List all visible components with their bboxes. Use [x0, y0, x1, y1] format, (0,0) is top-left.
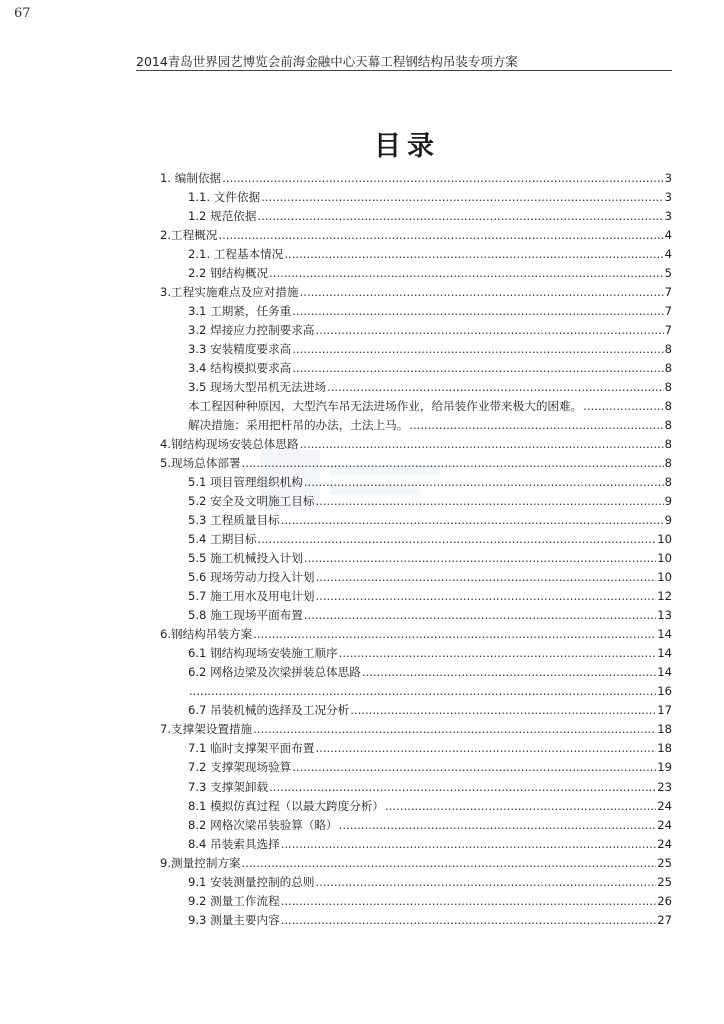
- toc-leader-dots: [189, 682, 656, 701]
- toc-entry-title: 9.测量控制方案: [160, 855, 241, 870]
- toc-entry-title: 5.2 安全及文明施工目标: [188, 494, 315, 509]
- toc-page-number: 27: [657, 912, 672, 927]
- toc-entry-title: 9.1 安装测量控制的总则: [188, 874, 315, 889]
- toc-page-number: 10: [657, 551, 672, 566]
- toc-page-number: 4: [664, 228, 672, 243]
- toc-entry-title: 6.1 钢结构现场安装施工顺序: [188, 646, 338, 661]
- toc-entry[interactable]: [160, 663, 672, 682]
- toc-page-number: 26: [657, 893, 672, 908]
- toc-entry-title: 3.5 现场大型吊机无法进场: [188, 380, 327, 395]
- page-number: 67: [14, 6, 31, 21]
- toc-title: 目录: [374, 131, 440, 162]
- toc-page-number: 8: [664, 399, 672, 414]
- toc-page-number: 8: [664, 437, 672, 452]
- toc-leader-dots: [281, 511, 664, 530]
- toc-page-number: 12: [657, 589, 672, 604]
- header-divider: [136, 70, 672, 71]
- toc-leader-dots: [583, 397, 663, 416]
- toc-leader-dots: [281, 835, 657, 854]
- toc-entry[interactable]: [160, 587, 672, 606]
- toc-leader-dots: [218, 226, 663, 245]
- toc-entry-title: 5.5 施工机械投入计划: [188, 551, 303, 566]
- toc-entry-title: 9.2 测量工作流程: [188, 893, 280, 908]
- toc-leader-dots: [292, 340, 663, 359]
- toc-entry[interactable]: [160, 758, 672, 777]
- toc-entry[interactable]: [160, 892, 672, 911]
- document-header: 2014青岛世界园艺博览会前海金融中心天幕工程钢结构吊装专项方案: [136, 54, 518, 69]
- toc-entry[interactable]: [160, 720, 672, 739]
- toc-leader-dots: [350, 701, 656, 720]
- toc-entry-title: 7.1 临时支撑架平面布置: [188, 741, 315, 756]
- toc-page-number: 7: [664, 323, 672, 338]
- toc-entry[interactable]: [160, 359, 672, 378]
- toc-entry[interactable]: [160, 283, 672, 302]
- toc-entry[interactable]: [160, 549, 672, 568]
- toc-page-number: 14: [657, 627, 672, 642]
- toc-entry-title: 2.工程概况: [160, 228, 218, 243]
- toc-page-number: 25: [657, 874, 672, 889]
- toc-entry-title: 3.3 安装精度要求高: [188, 342, 292, 357]
- toc-page-number: 23: [657, 779, 672, 794]
- toc-entry-title: 6.钢结构吊装方案: [160, 627, 253, 642]
- toc-entry-title: 5.3 工程质量目标: [188, 513, 280, 528]
- toc-entry[interactable]: [160, 911, 672, 930]
- toc-entry-title: 5.8 施工现场平面布置: [188, 608, 303, 623]
- toc-entry[interactable]: [160, 378, 672, 397]
- toc-leader-dots: [304, 606, 656, 625]
- toc-entry-title: 5.6 现场劳动力投入计划: [188, 570, 315, 585]
- toc-page-number: 24: [657, 817, 672, 832]
- toc-page-number: 8: [664, 475, 672, 490]
- toc-page-number: 8: [664, 342, 672, 357]
- toc-page-number: 5: [664, 266, 672, 281]
- toc-page-number: 8: [664, 418, 672, 433]
- toc-entry[interactable]: [160, 264, 672, 283]
- toc-page-number: 8: [664, 361, 672, 376]
- toc-entry-title: 1.1. 文件依据: [188, 190, 261, 205]
- toc-entry[interactable]: [160, 778, 672, 797]
- toc-entry[interactable]: [160, 682, 672, 701]
- toc-leader-dots: [300, 283, 664, 302]
- toc-entry[interactable]: [160, 207, 672, 226]
- toc-entry-title: 1. 编制依据: [160, 171, 222, 185]
- toc-entry[interactable]: [160, 492, 672, 511]
- toc-page-number: 7: [664, 285, 672, 300]
- toc-leader-dots: [385, 797, 656, 816]
- toc-page-number: 17: [657, 703, 672, 718]
- toc-leader-dots: [339, 644, 657, 663]
- toc-leader-dots: [258, 207, 664, 226]
- toc-entry-title: 2.2 钢结构概况: [188, 266, 269, 281]
- toc-entry-title: 8.4 吊装索具选择: [188, 836, 280, 851]
- toc-entry-title: 5.1 项目管理组织机构: [188, 475, 303, 490]
- toc-entry-title: 8.1 模拟仿真过程（以最大跨度分析）: [188, 798, 385, 813]
- toc-leader-dots: [327, 378, 664, 397]
- toc-entry-title: 3.4 结构模拟要求高: [188, 361, 292, 376]
- toc-entry[interactable]: [160, 473, 672, 492]
- toc-leader-dots: [409, 416, 663, 435]
- toc-leader-dots: [362, 663, 656, 682]
- toc-leader-dots: [292, 359, 663, 378]
- toc-entry[interactable]: [160, 454, 672, 473]
- toc-entry-title: 4.钢结构现场安装总体思路: [160, 437, 299, 452]
- toc-entry[interactable]: [160, 340, 672, 359]
- toc-leader-dots: [315, 321, 663, 340]
- toc-entry[interactable]: [160, 416, 672, 435]
- toc-page-number: 24: [657, 836, 672, 851]
- toc-page-number: 9: [664, 494, 672, 509]
- toc-page-number: 16: [657, 684, 672, 699]
- toc-entry[interactable]: [160, 302, 672, 321]
- toc-entry-title: 2.1. 工程基本情况: [188, 247, 284, 262]
- toc-page-number: 3: [664, 209, 672, 224]
- toc-entry[interactable]: [160, 701, 672, 720]
- toc-entry-title: 7.2 支撑架现场验算: [188, 760, 292, 775]
- toc-page-number: 7: [664, 304, 672, 319]
- toc-page-number: 25: [657, 855, 672, 870]
- toc-page-number: 14: [657, 646, 672, 661]
- toc-entry-title: 7.3 支撑架卸载: [188, 779, 269, 794]
- toc-leader-dots: [315, 492, 663, 511]
- toc-entry[interactable]: [160, 816, 672, 835]
- toc-leader-dots: [242, 854, 657, 873]
- toc-leader-dots: [258, 530, 657, 549]
- toc-entry-title: 5.现场总体部署: [160, 456, 241, 471]
- toc-leader-dots: [269, 778, 656, 797]
- toc-entry-title: 7.支撑架设置措施: [160, 722, 253, 737]
- toc-leader-dots: [222, 169, 663, 188]
- toc-leader-dots: [253, 720, 656, 739]
- toc-entry[interactable]: [160, 606, 672, 625]
- toc-leader-dots: [253, 625, 656, 644]
- toc-page-number: 9: [664, 513, 672, 528]
- toc-entry[interactable]: [160, 511, 672, 530]
- toc-leader-dots: [339, 816, 657, 835]
- toc-page-number: 19: [657, 760, 672, 775]
- toc-entry-title: 解决措施：采用把杆吊的办法，土法上马。: [188, 418, 409, 433]
- toc-entry[interactable]: [160, 568, 672, 587]
- toc-page-number: 3: [664, 190, 672, 205]
- toc-entry[interactable]: [160, 835, 672, 854]
- toc-leader-dots: [304, 549, 656, 568]
- toc-page-number: 8: [664, 456, 672, 471]
- toc-entry[interactable]: [160, 397, 672, 416]
- toc-leader-dots: [315, 568, 656, 587]
- toc-entry[interactable]: [160, 169, 672, 188]
- toc-leader-dots: [242, 454, 664, 473]
- toc-entry-title: 3.2 焊接应力控制要求高: [188, 323, 315, 338]
- toc-entry[interactable]: [160, 797, 672, 816]
- toc-entry[interactable]: [160, 321, 672, 340]
- toc-leader-dots: [300, 435, 664, 454]
- toc-page-number: 24: [657, 798, 672, 813]
- toc-entry[interactable]: [160, 739, 672, 758]
- toc-page-number: 8: [664, 380, 672, 395]
- toc-leader-dots: [269, 264, 664, 283]
- toc-page-number: 18: [657, 741, 672, 756]
- toc-entry[interactable]: [160, 435, 672, 454]
- toc-page-number: 4: [664, 247, 672, 262]
- toc-page-number: 13: [657, 608, 672, 623]
- toc-entry[interactable]: [160, 625, 672, 644]
- toc-entry[interactable]: [160, 245, 672, 264]
- toc-entry[interactable]: [160, 188, 672, 207]
- toc-entry-title: 3.工程实施难点及应对措施: [160, 285, 299, 300]
- toc-leader-dots: [315, 587, 656, 606]
- toc-entry[interactable]: [160, 644, 672, 663]
- toc-entry-title: 6.2 网格边梁及次梁拼装总体思路: [188, 665, 361, 680]
- toc-page-number: 18: [657, 722, 672, 737]
- toc-entry-title: 3.1 工期紧，任务重: [188, 304, 292, 319]
- table-of-contents: [160, 169, 672, 930]
- toc-leader-dots: [281, 911, 657, 930]
- toc-leader-dots: [261, 188, 663, 207]
- toc-page-number: 3: [664, 171, 672, 185]
- toc-entry-title: 9.3 测量主要内容: [188, 912, 280, 927]
- toc-leader-dots: [281, 892, 657, 911]
- toc-leader-dots: [315, 873, 656, 892]
- toc-entry[interactable]: [160, 854, 672, 873]
- toc-entry-title: 1.2 规范依据: [188, 209, 257, 224]
- toc-entry-title: 8.2 网格次梁吊装验算（略）: [188, 817, 338, 832]
- toc-leader-dots: [315, 739, 656, 758]
- toc-page-number: 10: [657, 532, 672, 547]
- toc-entry-title: 5.7 施工用水及用电计划: [188, 589, 315, 604]
- toc-entry-title: 5.4 工期目标: [188, 532, 257, 547]
- toc-page-number: 14: [657, 665, 672, 680]
- toc-entry-title: 6.7 吊装机械的选择及工况分析: [188, 703, 350, 718]
- toc-leader-dots: [292, 758, 656, 777]
- toc-leader-dots: [284, 245, 663, 264]
- toc-entry[interactable]: [160, 226, 672, 245]
- toc-entry-title: 本工程因种种原因，大型汽车吊无法进场作业，给吊装作业带来极大的困难。: [188, 399, 583, 414]
- toc-entry[interactable]: [160, 530, 672, 549]
- toc-entry[interactable]: [160, 873, 672, 892]
- toc-leader-dots: [304, 473, 664, 492]
- toc-leader-dots: [292, 302, 663, 321]
- toc-page-number: 10: [657, 570, 672, 585]
